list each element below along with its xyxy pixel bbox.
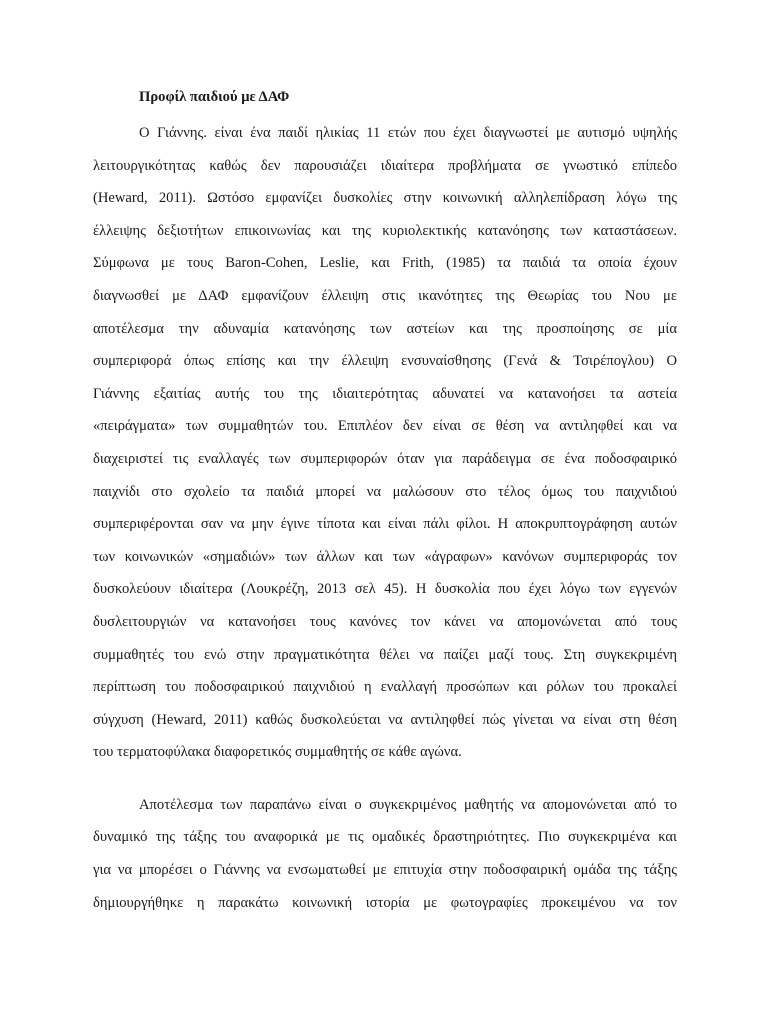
text-line: των κοινωνικών «σημαδιών» των άλλων και των «άγραφων» κανόνων συμπεριφοράς τον xyxy=(93,548,677,565)
text-line: δημιουργήθηκε η παρακάτω κοινωνική ιστορία με φωτογραφίες προκειμένου να τον xyxy=(93,894,677,911)
text-line: συμπεριφορά όπως επίσης και την έλλειψη ενσυναίσθησης (Γενά & Τσιρέπογλου) Ο xyxy=(93,353,677,370)
text-line: του τερματοφύλακα διαφορετικός συμμαθητής σε κάθε αγώνα. xyxy=(93,744,462,761)
text-line: παιχνίδι στο σχολείο τα παιδιά μπορεί να μαλώσουν στο τέλος όμως του παιχνιδιού xyxy=(93,483,677,500)
text-line: για να μπορέσει ο Γιάννης να ενσωματωθεί με επιτυχία στην ποδοσφαιρική ομάδα της τάξης xyxy=(93,862,677,879)
text-line: Σύμφωνα με τους Baron-Cohen, Leslie, και Frith, (1985) τα παιδιά τα οποία έχουν xyxy=(93,255,677,272)
text-line: Γιάννης εξαιτίας αυτής του της ιδιαιτερότητας αδυνατεί να κατανοήσει τα αστεία xyxy=(93,385,677,402)
text-line: Ο Γιάννης. είναι ένα παιδί ηλικίας 11 ετών που έχει διαγνωστεί με αυτισμό υψηλής xyxy=(139,125,677,141)
text-line: δυσκολεύουν ιδιαίτερα (Λουκρέζη, 2013 σελ 45). Η δυσκολία που έχει λόγω των εγγενών xyxy=(93,581,677,598)
document-title: Προφίλ παιδιού με ΔΑΦ xyxy=(139,89,290,105)
text-line: σύγχυση (Heward, 2011) καθώς δυσκολεύεται να αντιληφθεί πώς γίνεται να είναι στη θέση xyxy=(93,711,677,728)
text-line: συμπεριφέρονται σαν να μην έγινε τίποτα και είναι πάλι φίλοι. Η αποκρυπτογράφηση αυτών xyxy=(93,516,677,533)
text-line: λειτουργικότητας καθώς δεν παρουσιάζει ιδιαίτερα προβλήματα σε γνωστικό επίπεδο xyxy=(93,157,677,174)
document-body xyxy=(93,87,677,919)
text-line: (Heward, 2011). Ωστόσο εμφανίζει δυσκολίες στην κοινωνική αλληλεπίδραση λόγω της xyxy=(93,190,677,207)
text-line: δυσλειτουργιών να κατανοήσει τους κανόνες τον κάνει να απομονώνεται από τους xyxy=(93,613,677,630)
text-line: διαγνωσθεί με ΔΑΦ εμφανίζουν έλλειψη στις ικανότητες της Θεωρίας του Νου με xyxy=(93,287,677,304)
text-line: «πειράγματα» των συμμαθητών του. Επιπλέον δεν είναι σε θέση να αντιληφθεί και να xyxy=(93,418,677,435)
paragraph-2 xyxy=(93,789,677,919)
text-line: Αποτέλεσμα των παραπάνω είναι ο συγκεκριμένος μαθητής να απομονώνεται από το xyxy=(139,796,677,813)
paragraph-1 xyxy=(93,117,677,769)
text-line: διαχειριστεί τις εναλλαγές των συμπεριφορών όταν για παράδειγμα σε ένα ποδοσφαιρικό xyxy=(93,450,677,467)
text-line: συμμαθητές του ενώ στην πραγματικότητα θέλει να παίζει μαζί τους. Στη συγκεκριμένη xyxy=(93,646,677,663)
text-line: έλλειψης δεξιοτήτων επικοινωνίας και της κυριολεκτικής κατανόησης των καταστάσεων. xyxy=(93,222,677,239)
text-line: αποτέλεσμα την αδυναμία κατανόησης των αστείων και της προσποίησης σε μία xyxy=(93,320,677,337)
text-line: περίπτωση του ποδοσφαιρικού παιχνιδιού η εναλλαγή προσώπων και ρόλων του προκαλεί xyxy=(93,679,677,696)
text-line: δυναμικό της τάξης του αναφορικά με τις ομαδικές δραστηριότητες. Πιο συγκεκριμένα και xyxy=(93,829,677,846)
